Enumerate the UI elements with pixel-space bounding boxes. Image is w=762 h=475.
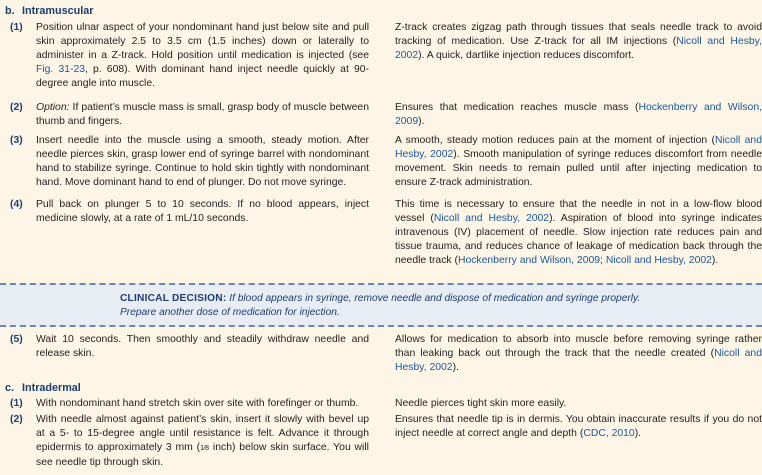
section-title: Intradermal	[22, 382, 81, 394]
rationale-text: ). Aspiration of blood into syringe indicates intravenous (IV) placement of needle. Slow injection rate reduces pain and tissue trauma, and reduces chance of leakage of medication back through the needle track (	[395, 213, 762, 266]
step-text: If patient’s muscle mass is small, grasp body of muscle between thumb and fingers.	[36, 102, 369, 127]
citation-link[interactable]: Nicoll and Hesby, 2002	[395, 348, 762, 373]
step-c2	[10, 413, 369, 470]
step-number: (3)	[10, 135, 23, 146]
step-text: Insert needle into the muscle using a smooth, steady motion. After needle pierces skin, grasp lower end of syringe barrel with nondominant hand to stabilize syringe. Continue to hold skin tightly with nondominant hand. Move dominant hand to end of plunger. Do not move syringe.	[36, 135, 369, 188]
option-label: Option:	[36, 102, 70, 113]
rationale-c2	[395, 413, 762, 441]
rationale-b2	[395, 101, 762, 129]
step-c1	[10, 397, 369, 411]
section-heading-intradermal	[5, 381, 81, 395]
step-text: With nondominant hand stretch skin over site with forefinger or thumb.	[36, 398, 359, 409]
step-number: (1)	[10, 398, 23, 409]
clinical-decision-body: If blood appears in syringe, remove needle and dispose of medication and syringe properly. Prepare another dose of medication for injection.	[120, 293, 641, 318]
rationale-text: Needle pierces tight skin more easily.	[395, 398, 567, 409]
step-number: (2)	[10, 414, 23, 425]
step-b3	[10, 134, 369, 190]
step-number: (4)	[10, 199, 23, 210]
step-text: Position ulnar aspect of your nondominant hand just below site and pull skin approximately 2.5 to 3.5 cm (1.5 inches) down or laterally to administer in a Z-track. Hold position until medication is injected (see	[36, 22, 369, 61]
clinical-decision-box	[0, 283, 762, 327]
section-letter: c.	[5, 382, 15, 394]
step-number: (2)	[10, 102, 23, 113]
citation-link[interactable]: Hockenberry and Wilson, 2009	[395, 102, 762, 127]
step-text: With needle almost against patient’s skin, insert it slowly with bevel up at a 5- to 15-degree angle until resistance is felt. Advance it through epidermis to approximately 3 mm (	[36, 414, 369, 453]
rationale-text: Ensures that medication reaches muscle mass (	[395, 102, 639, 113]
citation-link[interactable]: Nicoll and Hesby, 2002	[605, 255, 712, 266]
rationale-text: Allows for medication to absorb into muscle before removing syringe rather than leaking back out through the track that the needle created (	[395, 334, 762, 359]
citation-separator: ;	[600, 255, 606, 266]
step-b4	[10, 198, 369, 226]
rationale-text: ).	[634, 428, 642, 439]
rationale-text: ).	[418, 116, 425, 127]
step-text: Wait 10 seconds. Then smoothly and steadily withdraw needle and release skin.	[36, 334, 369, 359]
section-letter: b.	[5, 5, 15, 17]
step-text: inch) below skin surface. You will see needle tip through skin.	[36, 442, 369, 468]
rationale-text: ). A quick, dartlike injection reduces discomfort.	[418, 50, 635, 61]
clinical-decision-label: CLINICAL DECISION:	[120, 293, 227, 304]
step-text: , p. 608). With dominant hand inject needle quickly at 90-degree angle into muscle.	[36, 64, 369, 89]
rationale-text: ).	[711, 255, 719, 266]
citation-link[interactable]: Nicoll and Hesby, 2002	[395, 36, 762, 61]
section-heading-intramuscular	[5, 4, 93, 18]
clinical-decision-text	[120, 292, 660, 320]
rationale-text: ).	[452, 362, 459, 373]
citation-link[interactable]: Nicoll and Hesby, 2002	[395, 135, 762, 160]
section-title: Intramuscular	[22, 5, 94, 17]
rationale-b4	[395, 198, 762, 268]
step-number: (1)	[10, 22, 23, 33]
citation-link[interactable]: CDC, 2010	[583, 428, 635, 439]
rationale-b1	[395, 21, 762, 63]
rationale-text: Z-track creates zigzag path through tissues that seals needle track to avoid tracking of medication. Use Z-track for all IM injections (	[395, 22, 762, 47]
figure-reference-link[interactable]: Fig. 31-23	[36, 64, 86, 75]
rationale-b3	[395, 134, 762, 190]
step-b1	[10, 21, 369, 91]
rationale-text: ). Smooth manipulation of syringe reduces discomfort from needle movement. Skin needs to remain pulled until after injecting medication to ensure Z-track administration.	[395, 149, 762, 188]
rationale-text: Ensures that needle tip is in dermis. You obtain inaccurate results if you do not inject needle at correct angle and depth (	[395, 414, 762, 439]
citation-link[interactable]: Nicoll and Hesby, 2002	[433, 213, 550, 224]
step-b5	[10, 333, 369, 361]
citation-link[interactable]: Hockenberry and Wilson, 2009	[457, 255, 601, 266]
rationale-c1	[395, 397, 762, 411]
step-text: Pull back on plunger 5 to 10 seconds. If no blood appears, inject medicine slowly, at a rate of 1 mL/10 seconds.	[36, 199, 369, 224]
step-b2	[10, 101, 369, 129]
fraction: 1⁄8	[200, 445, 210, 452]
rationale-text: A smooth, steady motion reduces pain at the moment of injection (	[395, 135, 715, 146]
step-number: (5)	[10, 334, 23, 345]
rationale-text: This time is necessary to ensure that the needle in not in a low-flow blood vessel (	[395, 199, 762, 224]
rationale-b5	[395, 333, 762, 375]
